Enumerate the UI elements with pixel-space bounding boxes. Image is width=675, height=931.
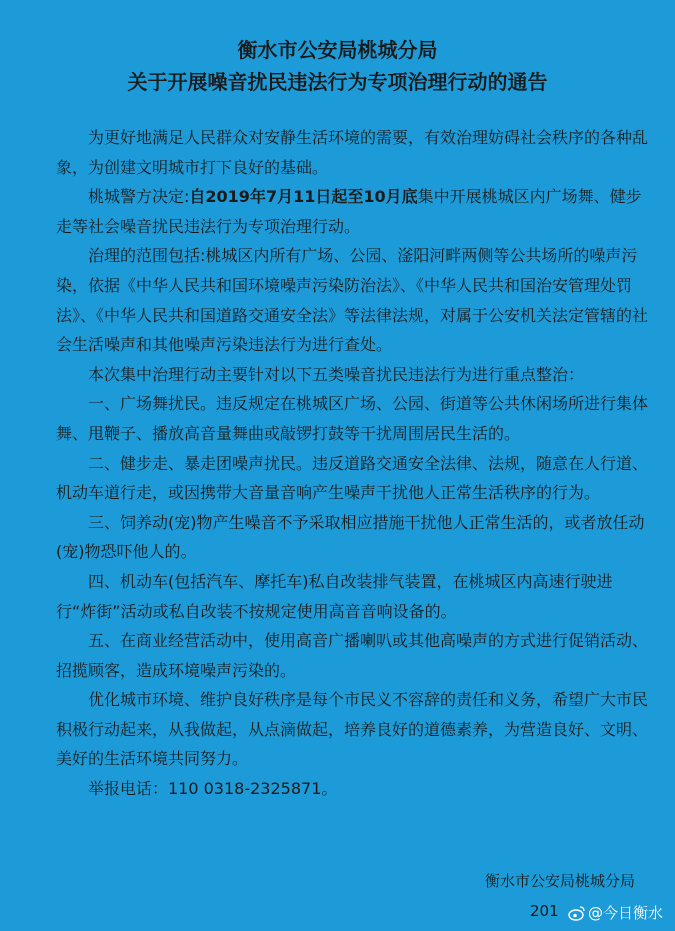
watermark [568,902,663,923]
notice-title: 关于开展噪音扰民违法行为专项治理行动的通告 [127,70,548,94]
item-square-dance: 一、广场舞扰民。违反规定在桃城区广场、公园、街道等公共休闲场所进行集体舞、甩鞭子、播放高音量舞曲或敲锣打鼓等干扰周围居民生活的。 [56,394,649,443]
notice-issuer-title: 衡水市公安局桃城分局 [237,38,438,62]
decision-suffix: 集中开展桃城区内广场舞、健步走等社会噪音扰民违法行为专项治理行动。 [56,187,642,236]
decision-date-range: 自2019年7月11日起至10月底 [189,187,418,207]
notice-body [56,123,651,804]
item-vehicles: 四、机动车(包括汽车、摩托车)私自改装排气装置，在桃城区内高速行驶进行“炸街”活动或私自改装不按规定使用高音音响设备的。 [56,571,613,621]
paragraph-appeal: 优化城市环境、维护良好秩序是每个市民义不容辞的责任和义务，希望广大市民积极行动起来，从我做起，从点滴做起，培养良好的道德素养，为营造良好、文明、美好的生活环境共同努力。 [56,690,649,769]
item-walking-groups: 二、健步走、暴走团噪声扰民。违反道路交通安全法律、法规，随意在人行道、机动车道行走，或因携带大音量音响产生噪声干扰他人正常生活秩序的行为。 [56,453,649,503]
item-pets: 三、饲养动(宠)物产生噪音不予采取相应措施干扰他人正常生活的，或者放任动(宠)物恐吓他人的。 [56,512,645,562]
report-hotline: 举报电话：110 0318-2325871。 [88,779,338,799]
watermark-text: @今日衡水 [588,904,664,922]
issue-date: 201 [530,902,559,920]
paragraph-decision [56,182,651,241]
paragraph-focus: 本次集中治理行动主要针对以下五类噪音扰民违法行为进行重点整治： [88,364,585,384]
paragraph-scope: 治理的范围包括:桃城区内所有广场、公园、滏阳河畔两侧等公共场所的噪声污染，依据《中华人民共和国环境噪声污染防治法》、《中华人民共和国治安管理处罚法》、《中华人民共和国道路交通安全法》等法律法规，对属于公安机关法定管辖的社会生活噪声和其他噪声污染违法行为进行查处。 [56,246,649,355]
item-commercial: 五、在商业经营活动中，使用高音广播喇叭或其他高噪声的方式进行促销活动、招揽顾客，造成环境噪声污染的。 [56,631,649,680]
decision-prefix: 桃城警方决定: [88,187,190,207]
signature: 衡水市公安局桃城分局 [484,872,635,890]
paragraph-intro: 为更好地满足人民群众对安静生活环境的需要，有效治理妨碍社会秩序的各种乱象，为创建文明城市打下良好的基础。 [56,128,649,177]
weibo-icon [568,905,586,921]
